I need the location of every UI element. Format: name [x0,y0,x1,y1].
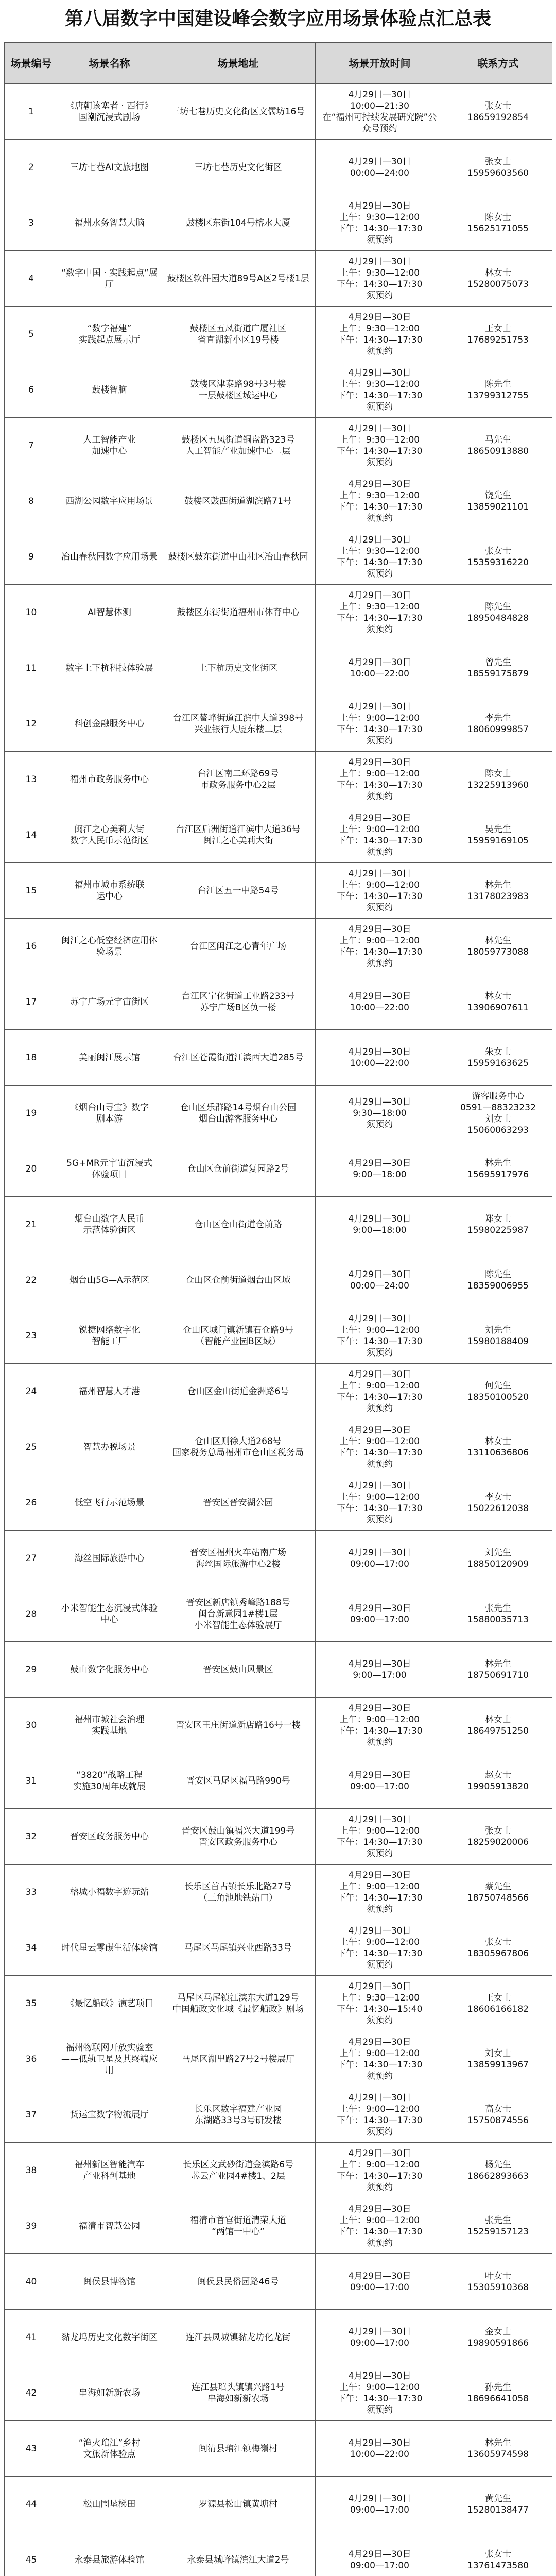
cell-contact: 李女士 15022612038 [444,1475,552,1531]
cell-contact: 饶先生 13859021101 [444,473,552,529]
cell-scene-id: 22 [5,1252,58,1308]
cell-open-time: 4月29日—30日 上午：9:00—12:00 下午：14:30—17:30 须预约 [316,2365,444,2421]
cell-scene-address: 鼓楼区津泰路98号3号楼 一层鼓楼区城运中心 [161,362,316,418]
cell-scene-address: 马尾区马尾镇兴业西路33号 [161,1920,316,1976]
header-scene-address: 场景地址 [161,43,316,84]
cell-contact: 林女士 15280075073 [444,251,552,307]
cell-scene-address: 台江区后洲街道江滨中大道36号 闽江之心美莉大街 [161,807,316,863]
cell-scene-id: 19 [5,1086,58,1141]
cell-scene-address: 鼓楼区软件园大道89号A区2号楼1层 [161,251,316,307]
cell-contact: 陈先生 13799312755 [444,362,552,418]
cell-scene-name: 海丝国际旅游中心 [58,1531,161,1586]
table-row [5,1976,552,2031]
cell-contact: 黄先生 15280138477 [444,2477,552,2532]
table-row [5,1809,552,1865]
cell-scene-name: 西湖公园数字应用场景 [58,473,161,529]
cell-contact: 陈女士 13225913960 [444,752,552,807]
cell-scene-name: 烟台山数字人民币 示范体验街区 [58,1197,161,1252]
cell-scene-address: 鼓楼区五凤街道广厦社区 省直湖新小区19号楼 [161,307,316,362]
cell-contact: 刘女士 13859913967 [444,2031,552,2087]
cell-scene-address: 闽侯县民俗园路46号 [161,2254,316,2310]
cell-scene-name: 闽侯县博物馆 [58,2254,161,2310]
cell-open-time: 4月29日—30日 上午：9:00—12:00 下午：14:30—17:30 须预约 [316,2087,444,2143]
cell-contact: 王女士 17689251753 [444,307,552,362]
cell-scene-id: 29 [5,1642,58,1698]
cell-scene-address: 罗源县松山镇黄塘村 [161,2477,316,2532]
cell-contact: 蔡先生 18750748566 [444,1865,552,1920]
table-row [5,473,552,529]
table-row [5,2365,552,2421]
cell-scene-address: 晋安区新店镇秀峰路188号 闽台新意园1#楼1层 小米智能生态体验展厅 [161,1586,316,1642]
cell-open-time: 4月29日—30日 上午：9:30—12:00 下午：14:30—17:30 须预约 [316,585,444,640]
table-row [5,1252,552,1308]
cell-scene-name: “数字中国 · 实践起点”展厅 [58,251,161,307]
header-row [5,43,552,84]
cell-scene-name: 5G+MR元宇宙沉浸式 体验项目 [58,1141,161,1197]
table-body [5,84,552,2576]
cell-open-time: 4月29日—30日 上午：9:30—12:00 下午：14:30—17:30 须预约 [316,473,444,529]
cell-scene-address: 仓山区仓山街道仓前路 [161,1197,316,1252]
cell-contact: 林女士 13110636806 [444,1419,552,1475]
cell-contact: 张女士 18305967806 [444,1920,552,1976]
cell-scene-address: 长乐区首占镇长乐北路27号 （三角池地铁站口） [161,1865,316,1920]
cell-scene-id: 41 [5,2310,58,2365]
cell-scene-id: 36 [5,2031,58,2087]
cell-scene-name: “数字福建” 实践起点展示厅 [58,307,161,362]
cell-scene-address: 长乐区文武砂街道金滨路6号 芯云产业园4#楼1、2层 [161,2143,316,2198]
cell-open-time: 4月29日—30日 09:00—17:00 [316,2477,444,2532]
table-row [5,1475,552,1531]
cell-contact: 游客服务中心 0591—88323232 刘女士 15060063293 [444,1086,552,1141]
table-row [5,585,552,640]
cell-scene-id: 11 [5,640,58,696]
cell-scene-name: 《唐朝该塞者 · 西行》 国潮沉浸式剧场 [58,84,161,140]
table-row [5,307,552,362]
cell-scene-name: “3820”战略工程 实施30周年成就展 [58,1753,161,1809]
cell-open-time: 4月29日—30日 上午：9:30—12:00 下午：14:30—17:30 须预约 [316,195,444,251]
cell-scene-name: 鼓楼智脑 [58,362,161,418]
cell-scene-address: 晋安区马尾区福马路990号 [161,1753,316,1809]
cell-open-time: 4月29日—30日 9:00—18:00 [316,1141,444,1197]
table-row [5,1419,552,1475]
header-open-time: 场景开放时间 [316,43,444,84]
cell-scene-address: 仓山区仓前街道烟台山区域 [161,1252,316,1308]
cell-contact: 何先生 18350100520 [444,1364,552,1419]
cell-contact: 林先生 18059773088 [444,919,552,974]
cell-contact: 张女士 18659192854 [444,84,552,140]
cell-scene-address: 晋安区鼓山风景区 [161,1642,316,1698]
cell-scene-address: 永泰县城峰镇滨江大道2号 [161,2532,316,2576]
cell-scene-id: 24 [5,1364,58,1419]
cell-scene-name: 时代星云零碳生活体验馆 [58,1920,161,1976]
cell-scene-address: 三坊七巷历史文化街区 [161,140,316,195]
cell-contact: 林先生 13178023983 [444,863,552,919]
cell-open-time: 4月29日—30日 上午：9:00—12:00 下午：14:30—17:30 须预约 [316,2198,444,2254]
cell-scene-address: 台江区苍霞街道江滨西大道285号 [161,1030,316,1086]
cell-scene-address: 鼓楼区鼓东街道中山社区冶山春秋园 [161,529,316,585]
cell-scene-id: 42 [5,2365,58,2421]
cell-scene-address: 鼓楼区鼓西街道湖滨路71号 [161,473,316,529]
table-row [5,2532,552,2576]
cell-contact: 林先生 18750691710 [444,1642,552,1698]
cell-scene-id: 44 [5,2477,58,2532]
table-row [5,1086,552,1141]
cell-scene-id: 9 [5,529,58,585]
cell-contact: 刘先生 15980188409 [444,1308,552,1364]
cell-contact: 林女士 18649751250 [444,1698,552,1753]
cell-contact: 杨先生 18662893663 [444,2143,552,2198]
cell-scene-id: 27 [5,1531,58,1586]
cell-scene-address: 台江区闽江之心青年广场 [161,919,316,974]
cell-open-time: 4月29日—30日 上午：9:00—12:00 下午：14:30—17:30 须预约 [316,1920,444,1976]
table-row [5,807,552,863]
cell-contact: 张女士 15959603560 [444,140,552,195]
cell-open-time: 4月29日—30日 9:30—18:00 须预约 [316,1086,444,1141]
cell-scene-id: 17 [5,974,58,1030]
cell-open-time: 4月29日—30日 上午：9:00—12:00 下午：14:30—17:30 须预约 [316,2143,444,2198]
table-row [5,1753,552,1809]
table-row [5,1030,552,1086]
cell-scene-name: 永泰县旅游体验馆 [58,2532,161,2576]
cell-scene-id: 2 [5,140,58,195]
cell-scene-name: 鼓山数字化服务中心 [58,1642,161,1698]
cell-scene-name: 《烟台山寻宝》数字 剧本游 [58,1086,161,1141]
cell-open-time: 4月29日—30日 09:00—17:00 [316,2532,444,2576]
cell-open-time: 4月29日—30日 上午：9:30—12:00 下午：14:30—17:30 须预约 [316,418,444,473]
table-row [5,919,552,974]
cell-open-time: 4月29日—30日 上午：9:00—12:00 下午：14:30—17:30 须预约 [316,807,444,863]
table-row [5,529,552,585]
table-row [5,2310,552,2365]
cell-scene-address: 连江县琯头镇镇兴路1号 串海如新新农场 [161,2365,316,2421]
cell-contact: 张女士 15359316220 [444,529,552,585]
cell-open-time: 4月29日—30日 上午：9:00—12:00 下午：14:30—17:30 须预约 [316,752,444,807]
cell-scene-id: 45 [5,2532,58,2576]
table-row [5,1865,552,1920]
cell-scene-address: 台江区五一中路54号 [161,863,316,919]
cell-open-time: 4月29日—30日 09:00—17:00 [316,1753,444,1809]
cell-contact: 刘先生 18850120909 [444,1531,552,1586]
table-row [5,696,552,752]
cell-scene-name: 《最忆船政》演艺项目 [58,1976,161,2031]
table-row [5,84,552,140]
cell-open-time: 4月29日—30日 9:00—18:00 [316,1197,444,1252]
table-row [5,2421,552,2477]
cell-open-time: 4月29日—30日 上午：9:00—12:00 下午：14:30—17:30 须预约 [316,2031,444,2087]
cell-scene-id: 28 [5,1586,58,1642]
cell-scene-name: 低空飞行示范场景 [58,1475,161,1531]
cell-scene-id: 39 [5,2198,58,2254]
cell-contact: 林女士 13906907611 [444,974,552,1030]
cell-scene-id: 20 [5,1141,58,1197]
cell-contact: 林先生 13605974598 [444,2421,552,2477]
cell-open-time: 4月29日—30日 上午：9:30—12:00 下午：14:30—17:30 须预约 [316,251,444,307]
cell-scene-address: 马尾区马尾镇江滨东大道129号 中国船政文化城《最忆船政》剧场 [161,1976,316,2031]
cell-scene-id: 34 [5,1920,58,1976]
cell-contact: 张先生 15259157123 [444,2198,552,2254]
cell-scene-id: 7 [5,418,58,473]
cell-scene-address: 晋安区鼓山镇福兴大道199号 晋安区政务服务中心 [161,1809,316,1865]
cell-open-time: 4月29日—30日 10:00—22:00 [316,640,444,696]
cell-scene-name: 榕城小福数字遊玩站 [58,1865,161,1920]
table-row [5,2477,552,2532]
cell-scene-id: 30 [5,1698,58,1753]
cell-open-time: 4月29日—30日 上午：9:30—12:00 下午：14:30—15:40 须预约 [316,1976,444,2031]
cell-contact: 朱女士 15959163625 [444,1030,552,1086]
cell-open-time: 4月29日—30日 上午：9:00—12:00 下午：14:30—17:30 须预约 [316,1308,444,1364]
table-row [5,1197,552,1252]
cell-contact: 林先生 15695917976 [444,1141,552,1197]
cell-scene-id: 16 [5,919,58,974]
cell-scene-id: 10 [5,585,58,640]
cell-open-time: 4月29日—30日 00:00—24:00 [316,140,444,195]
table-row [5,2254,552,2310]
table-row [5,1586,552,1642]
cell-scene-name: 闽江之心低空经济应用体验场景 [58,919,161,974]
table-row [5,974,552,1030]
cell-contact: 张女士 13761473580 [444,2532,552,2576]
cell-scene-name: 福州市城市系统联 运中心 [58,863,161,919]
cell-scene-name: 福州市政务服务中心 [58,752,161,807]
header-scene-name: 场景名称 [58,43,161,84]
cell-scene-id: 23 [5,1308,58,1364]
cell-open-time: 4月29日—30日 10:00—21:30 在“福州可持续发展研究院”公众号预约 [316,84,444,140]
cell-scene-address: 晋安区福州火车站南广场 海丝国际旅游中心2楼 [161,1531,316,1586]
cell-scene-name: 智慧办税场景 [58,1419,161,1475]
cell-contact: 郑女士 15980225987 [444,1197,552,1252]
cell-scene-address: 台江区鳌峰街道江滨中大道398号 兴业银行大厦东楼二层 [161,696,316,752]
page-title: 第八届数字中国建设峰会数字应用场景体验点汇总表 [64,8,491,29]
cell-scene-address: 仓山区仓前街道复园路2号 [161,1141,316,1197]
cell-scene-id: 18 [5,1030,58,1086]
cell-scene-id: 33 [5,1865,58,1920]
cell-scene-name: 闽江之心美莉大街 数字人民币示范街区 [58,807,161,863]
cell-scene-name: 烟台山5G—A示范区 [58,1252,161,1308]
cell-contact: 吴先生 15959169105 [444,807,552,863]
cell-scene-name: 福州物联网开放实验室 ——低轨卫星及其终端应用 [58,2031,161,2087]
cell-scene-address: 台江区宁化街道工业路233号 苏宁广场B区负一楼 [161,974,316,1030]
cell-scene-id: 1 [5,84,58,140]
table-row [5,752,552,807]
cell-scene-address: 鼓楼区五凤街道铜盘路323号 人工智能产业加速中心二层 [161,418,316,473]
table-row [5,251,552,307]
cell-scene-address: 连江县凤城镇黏龙坊化龙街 [161,2310,316,2365]
summary-table [4,42,552,2576]
cell-scene-id: 31 [5,1753,58,1809]
cell-scene-name: 科创金融服务中心 [58,696,161,752]
cell-scene-address: 台江区南二环路69号 市政务服务中心2层 [161,752,316,807]
cell-scene-id: 21 [5,1197,58,1252]
table-row [5,418,552,473]
cell-scene-id: 6 [5,362,58,418]
cell-scene-name: 小米智能生态沉浸式体验中心 [58,1586,161,1642]
cell-open-time: 4月29日—30日 9:00—17:00 [316,1642,444,1698]
table-row [5,2087,552,2143]
header-contact: 联系方式 [444,43,552,84]
cell-open-time: 4月29日—30日 10:00—22:00 [316,1030,444,1086]
table-row [5,2143,552,2198]
cell-scene-address: 马尾区湖里路27号2号楼展厅 [161,2031,316,2087]
cell-scene-id: 15 [5,863,58,919]
cell-open-time: 4月29日—30日 上午：9:00—12:00 下午：14:30—17:30 须预约 [316,696,444,752]
cell-scene-name: 福州新区智能汽车 产业科创基地 [58,2143,161,2198]
cell-scene-id: 4 [5,251,58,307]
cell-contact: 曾先生 18559175879 [444,640,552,696]
table-row [5,1141,552,1197]
cell-scene-id: 12 [5,696,58,752]
cell-open-time: 4月29日—30日 上午：9:00—12:00 下午：14:30—17:30 须预约 [316,1698,444,1753]
cell-contact: 马先生 18650913880 [444,418,552,473]
cell-scene-id: 43 [5,2421,58,2477]
cell-open-time: 4月29日—30日 上午：9:00—12:00 下午：14:30—17:30 须预约 [316,1865,444,1920]
cell-contact: 王女士 18606166182 [444,1976,552,2031]
cell-scene-name: 黏龙坞历史文化数字街区 [58,2310,161,2365]
cell-scene-id: 38 [5,2143,58,2198]
table-row [5,2031,552,2087]
cell-open-time: 4月29日—30日 00:00—24:00 [316,1252,444,1308]
cell-open-time: 4月29日—30日 10:00—22:00 [316,974,444,1030]
cell-scene-name: 锐捷网络数字化 智能工厂 [58,1308,161,1364]
cell-scene-name: AI智慧体测 [58,585,161,640]
cell-contact: 陈先生 18950484828 [444,585,552,640]
cell-scene-address: 仓山区金山街道金洲路6号 [161,1364,316,1419]
table-row [5,1642,552,1698]
cell-scene-name: 三坊七巷AI文旅地图 [58,140,161,195]
cell-open-time: 4月29日—30日 上午：9:00—12:00 下午：14:30—17:30 须预约 [316,1809,444,1865]
cell-contact: 叶女士 15305910368 [444,2254,552,2310]
cell-scene-name: 货运宝数字物流展厅 [58,2087,161,2143]
cell-scene-id: 8 [5,473,58,529]
cell-scene-id: 13 [5,752,58,807]
cell-scene-address: 长乐区数字福建产业园 东湖路33号3号研发楼 [161,2087,316,2143]
cell-scene-name: 串海如新新农场 [58,2365,161,2421]
table-row [5,640,552,696]
cell-scene-name: “渔火琯江”乡村 文旅新体验点 [58,2421,161,2477]
cell-scene-id: 37 [5,2087,58,2143]
cell-scene-id: 35 [5,1976,58,2031]
cell-scene-name: 福州水务智慧大脑 [58,195,161,251]
cell-scene-name: 美丽闽江展示馆 [58,1030,161,1086]
cell-scene-name: 冶山春秋园数字应用场景 [58,529,161,585]
cell-scene-name: 晋安区政务服务中心 [58,1809,161,1865]
cell-open-time: 4月29日—30日 上午：9:00—12:00 下午：14:30—17:30 须预约 [316,919,444,974]
cell-scene-address: 晋安区晋安湖公园 [161,1475,316,1531]
cell-open-time: 4月29日—30日 09:00—17:00 [316,2254,444,2310]
cell-scene-id: 32 [5,1809,58,1865]
cell-contact: 李先生 18060999857 [444,696,552,752]
table-row [5,2198,552,2254]
cell-scene-id: 26 [5,1475,58,1531]
table-row [5,1308,552,1364]
cell-open-time: 4月29日—30日 上午：9:30—12:00 下午：14:30—17:30 须预约 [316,529,444,585]
table-row [5,863,552,919]
cell-contact: 金女士 19890591866 [444,2310,552,2365]
cell-contact: 张先生 15880035713 [444,1586,552,1642]
cell-open-time: 4月29日—30日 09:00—17:00 [316,1586,444,1642]
cell-scene-name: 苏宁广场元宇宙街区 [58,974,161,1030]
cell-contact: 陈女士 15625171055 [444,195,552,251]
cell-open-time: 4月29日—30日 上午：9:30—12:00 下午：14:30—17:30 须预约 [316,362,444,418]
cell-open-time: 4月29日—30日 上午：9:00—12:00 下午：14:30—17:30 须预约 [316,863,444,919]
cell-scene-id: 3 [5,195,58,251]
cell-scene-id: 5 [5,307,58,362]
cell-scene-address: 福清市首宫街道清荣大道 “两馆一中心” [161,2198,316,2254]
table-row [5,1531,552,1586]
cell-open-time: 4月29日—30日 上午：9:00—12:00 下午：14:30—17:30 须预约 [316,1419,444,1475]
cell-scene-id: 14 [5,807,58,863]
cell-contact: 陈先生 18359006955 [444,1252,552,1308]
cell-scene-name: 松山围垦梯田 [58,2477,161,2532]
cell-contact: 孙先生 18696641058 [444,2365,552,2421]
cell-scene-address: 闽清县琯江镇梅嶺村 [161,2421,316,2477]
cell-contact: 高女士 15750874556 [444,2087,552,2143]
cell-scene-address: 仓山区城门镇新镇石仓路9号 （智能产业园B区域） [161,1308,316,1364]
cell-scene-address: 仓山区则徐大道268号 国家税务总局福州市仓山区税务局 [161,1419,316,1475]
cell-scene-address: 仓山区乐群路14号烟台山公园 烟台山游客服务中心 [161,1086,316,1141]
cell-scene-address: 上下杭历史文化街区 [161,640,316,696]
cell-open-time: 4月29日—30日 09:00—17:00 [316,2310,444,2365]
cell-scene-name: 福州智慧人才港 [58,1364,161,1419]
cell-scene-id: 25 [5,1419,58,1475]
header-scene-id: 场景编号 [5,43,58,84]
table-row [5,140,552,195]
table-row [5,1698,552,1753]
cell-open-time: 4月29日—30日 上午：9:30—12:00 下午：14:30—17:30 须预约 [316,307,444,362]
table-row [5,195,552,251]
table-row [5,1920,552,1976]
cell-scene-name: 福州市城社会治理 实践基地 [58,1698,161,1753]
cell-open-time: 4月29日—30日 10:00—22:00 [316,2421,444,2477]
cell-scene-address: 鼓楼区东街街道福州市体育中心 [161,585,316,640]
cell-contact: 张女士 18259020006 [444,1809,552,1865]
cell-scene-address: 晋安区王庄街道新店路16号一楼 [161,1698,316,1753]
cell-scene-name: 数字上下杭科技体验展 [58,640,161,696]
cell-contact: 赵女士 19905913820 [444,1753,552,1809]
cell-scene-address: 鼓楼区东街104号榕水大厦 [161,195,316,251]
cell-scene-name: 福清市智慧公园 [58,2198,161,2254]
cell-open-time: 4月29日—30日 上午：9:00—12:00 下午：14:30—17:30 须预约 [316,1364,444,1419]
cell-scene-address: 三坊七巷历史文化街区文儒坊16号 [161,84,316,140]
table-row [5,1364,552,1419]
cell-scene-id: 40 [5,2254,58,2310]
cell-open-time: 4月29日—30日 上午：9:00—12:00 下午：14:30—17:30 须预约 [316,1475,444,1531]
cell-scene-name: 人工智能产业 加速中心 [58,418,161,473]
table-row [5,362,552,418]
cell-open-time: 4月29日—30日 09:00—17:00 [316,1531,444,1586]
